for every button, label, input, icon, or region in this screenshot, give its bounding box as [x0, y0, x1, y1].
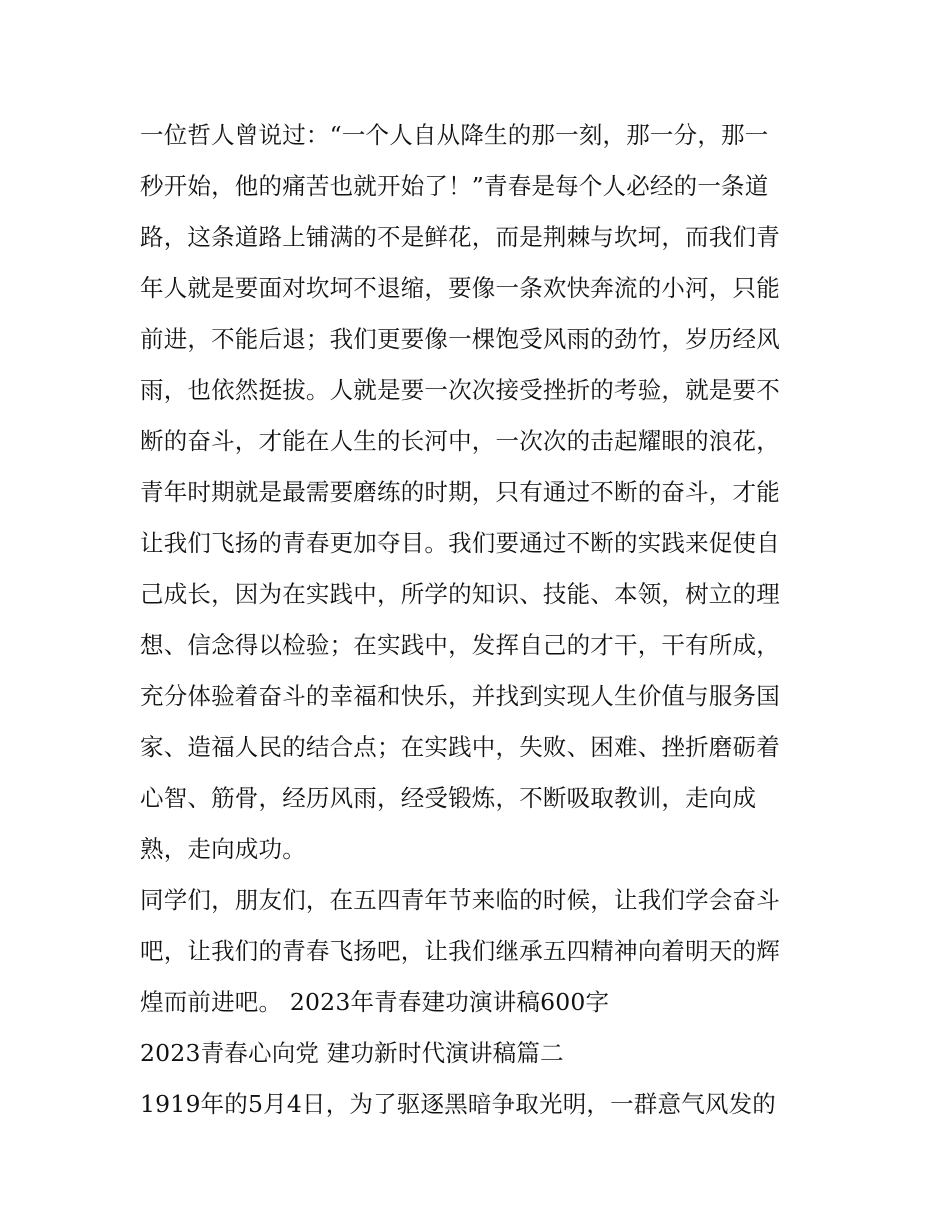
text-line: 己成长，因为在实践中，所学的知识、技能、本领，树立的理 — [140, 580, 780, 608]
text-line: 前进，不能后退；我们更要像一棵饱受风雨的劲竹，岁历经风 — [140, 325, 780, 353]
text-line: 充分体验着奋斗的幸福和快乐，并找到实现人生价值与服务国 — [140, 682, 780, 710]
text-line: 断的奋斗，才能在人生的长河中，一次次的击起耀眼的浪花， — [140, 427, 780, 455]
text-line: 熟，走向成功。 — [140, 835, 306, 863]
text-line: 想、信念得以检验；在实践中，发挥自己的才干，干有所成， — [140, 631, 780, 659]
section-heading: 2023青春心向党 建功新时代演讲稿篇二 — [140, 1039, 564, 1067]
text-line: 年人就是要面对坎坷不退缩，要像一条欢快奔流的小河，只能 — [140, 274, 780, 302]
text-line: 雨，也依然挺拔。人就是要一次次接受挫折的考验，就是要不 — [140, 376, 780, 404]
text-line: 吧，让我们的青春飞扬吧，让我们继承五四精神向着明天的辉 — [140, 937, 780, 965]
document-body — [140, 110, 830, 1130]
text-line: 1919年的5月4日，为了驱逐黑暗争取光明，一群意气风发的 — [140, 1090, 777, 1118]
text-line: 家、造福人民的结合点；在实践中，失败、困难、挫折磨砺着 — [140, 733, 780, 761]
text-line: 路，这条道路上铺满的不是鲜花，而是荆棘与坎坷，而我们青 — [140, 223, 780, 251]
text-line: 同学们，朋友们，在五四青年节来临的时候，让我们学会奋斗 — [140, 886, 780, 914]
text-line: 煌而前进吧。 2023年青春建功演讲稿600字 — [140, 988, 610, 1016]
text-line: 让我们飞扬的青春更加夺目。我们要通过不断的实践来促使自 — [140, 529, 780, 557]
text-line: 心智、筋骨，经历风雨，经受锻炼，不断吸取教训，走向成 — [140, 784, 757, 812]
text-line: 秒开始，他的痛苦也就开始了！”青春是每个人必经的一条道 — [140, 172, 769, 200]
text-line: 一位哲人曾说过：“一个人自从降生的那一刻，那一分，那一 — [140, 121, 769, 149]
text-line: 青年时期就是最需要磨练的时期，只有通过不断的奋斗，才能 — [140, 478, 780, 506]
